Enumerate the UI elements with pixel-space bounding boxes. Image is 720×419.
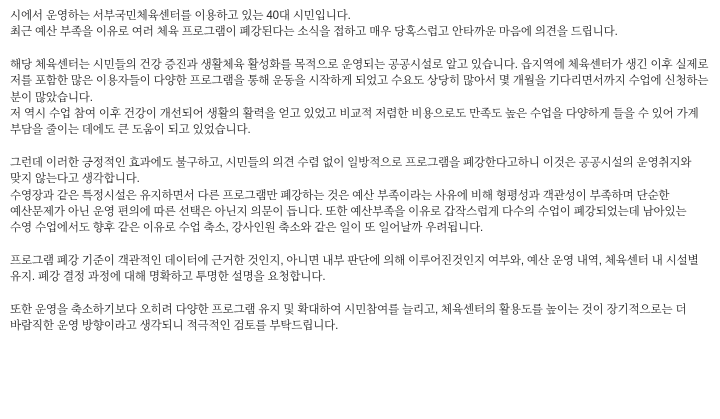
paragraph-issue-line-1: 그런데 이러한 긍정적인 효과에도 불구하고, 시민들의 의견 수렴 없이 일방적으로 프로그램을 폐강한다고하니 이것은 공공시설의 운영취지와 맞지 않는다고 생각합니다. [10, 156, 695, 186]
paragraph-background-line-2: 저 역시 수업 참여 이후 건강이 개선되어 생활의 활력을 얻고 있었고 비교적 저렴한 비용으로도 만족도 높은 수업을 다양하게 들을 수 있어 가계 부담을 줄이는 데에도 큰 도움이 되고 있었습니다. [10, 108, 702, 137]
paragraph-spacer [10, 237, 710, 253]
paragraph-request: 프로그램 폐강 기준이 객관적인 데이터에 근거한 것인지, 아니면 내부 판단에 의해 이루어진것인지 여부와, 예산 운영 내역, 체육센터 내 시설별 유지. 폐강 결정 과정에 대해 명확하고 투명한 설명을 요청합니다. [10, 254, 702, 284]
paragraph-intro-line-2: 최근 예산 부족을 이유로 여러 체육 프로그램이 폐강된다는 소식을 접하고 매우 당혹스럽고 안타까운 마음에 의견을 드립니다. [10, 26, 618, 39]
paragraph-closing: 또한 운영을 축소하기보다 오히려 다양한 프로그램 유지 및 확대하여 시민참여를 늘리고, 체육센터의 활용도를 높이는 것이 장기적으로는 더 바람직한 운영 방향이라고 생각되니 적극적인 검토를 부탁드립니다. [10, 303, 690, 333]
paragraph-spacer [10, 286, 710, 302]
paragraph-spacer [10, 41, 710, 57]
paragraph-intro-line-1: 시에서 운영하는 서부국민체육센터를 이용하고 있는 40대 시민입니다. [10, 10, 351, 22]
paragraph-spacer [10, 139, 710, 155]
paragraph-background-line-1: 해당 체육센터는 시민들의 건강 증진과 생활체육 활성화를 목적으로 운영되는 공공시설로 알고 있습니다. 읍지역에 체육센터가 생긴 이후 실제로 저를 포함한 많은 이용자들이 다양한 프로그램을 통해 운동을 시작하게 되었고 수요도 상당히 많아서 몇 개월을 기다리면서까지 수업에 신청하는 분이 많았습니다. [10, 58, 712, 104]
paragraph-issue-line-2: 수영장과 같은 특정시설은 유지하면서 다른 프로그램만 폐강하는 것은 예산 부족이라는 사유에 비해 형평성과 객관성이 부족하며 단순한 예산문제가 아닌 운영 편의에 따른 선택은 아닌지 의문이 듭니다. 또한 예산부족을 이유로 갑작스럽게 다수의 수업이 폐강되었는데 남아있는 수영 수업에서도 향후 같은 이유로 수업 축소, 강사인원 축소와 같은 일이 또 일어날까 우려됩니다. [10, 189, 690, 235]
